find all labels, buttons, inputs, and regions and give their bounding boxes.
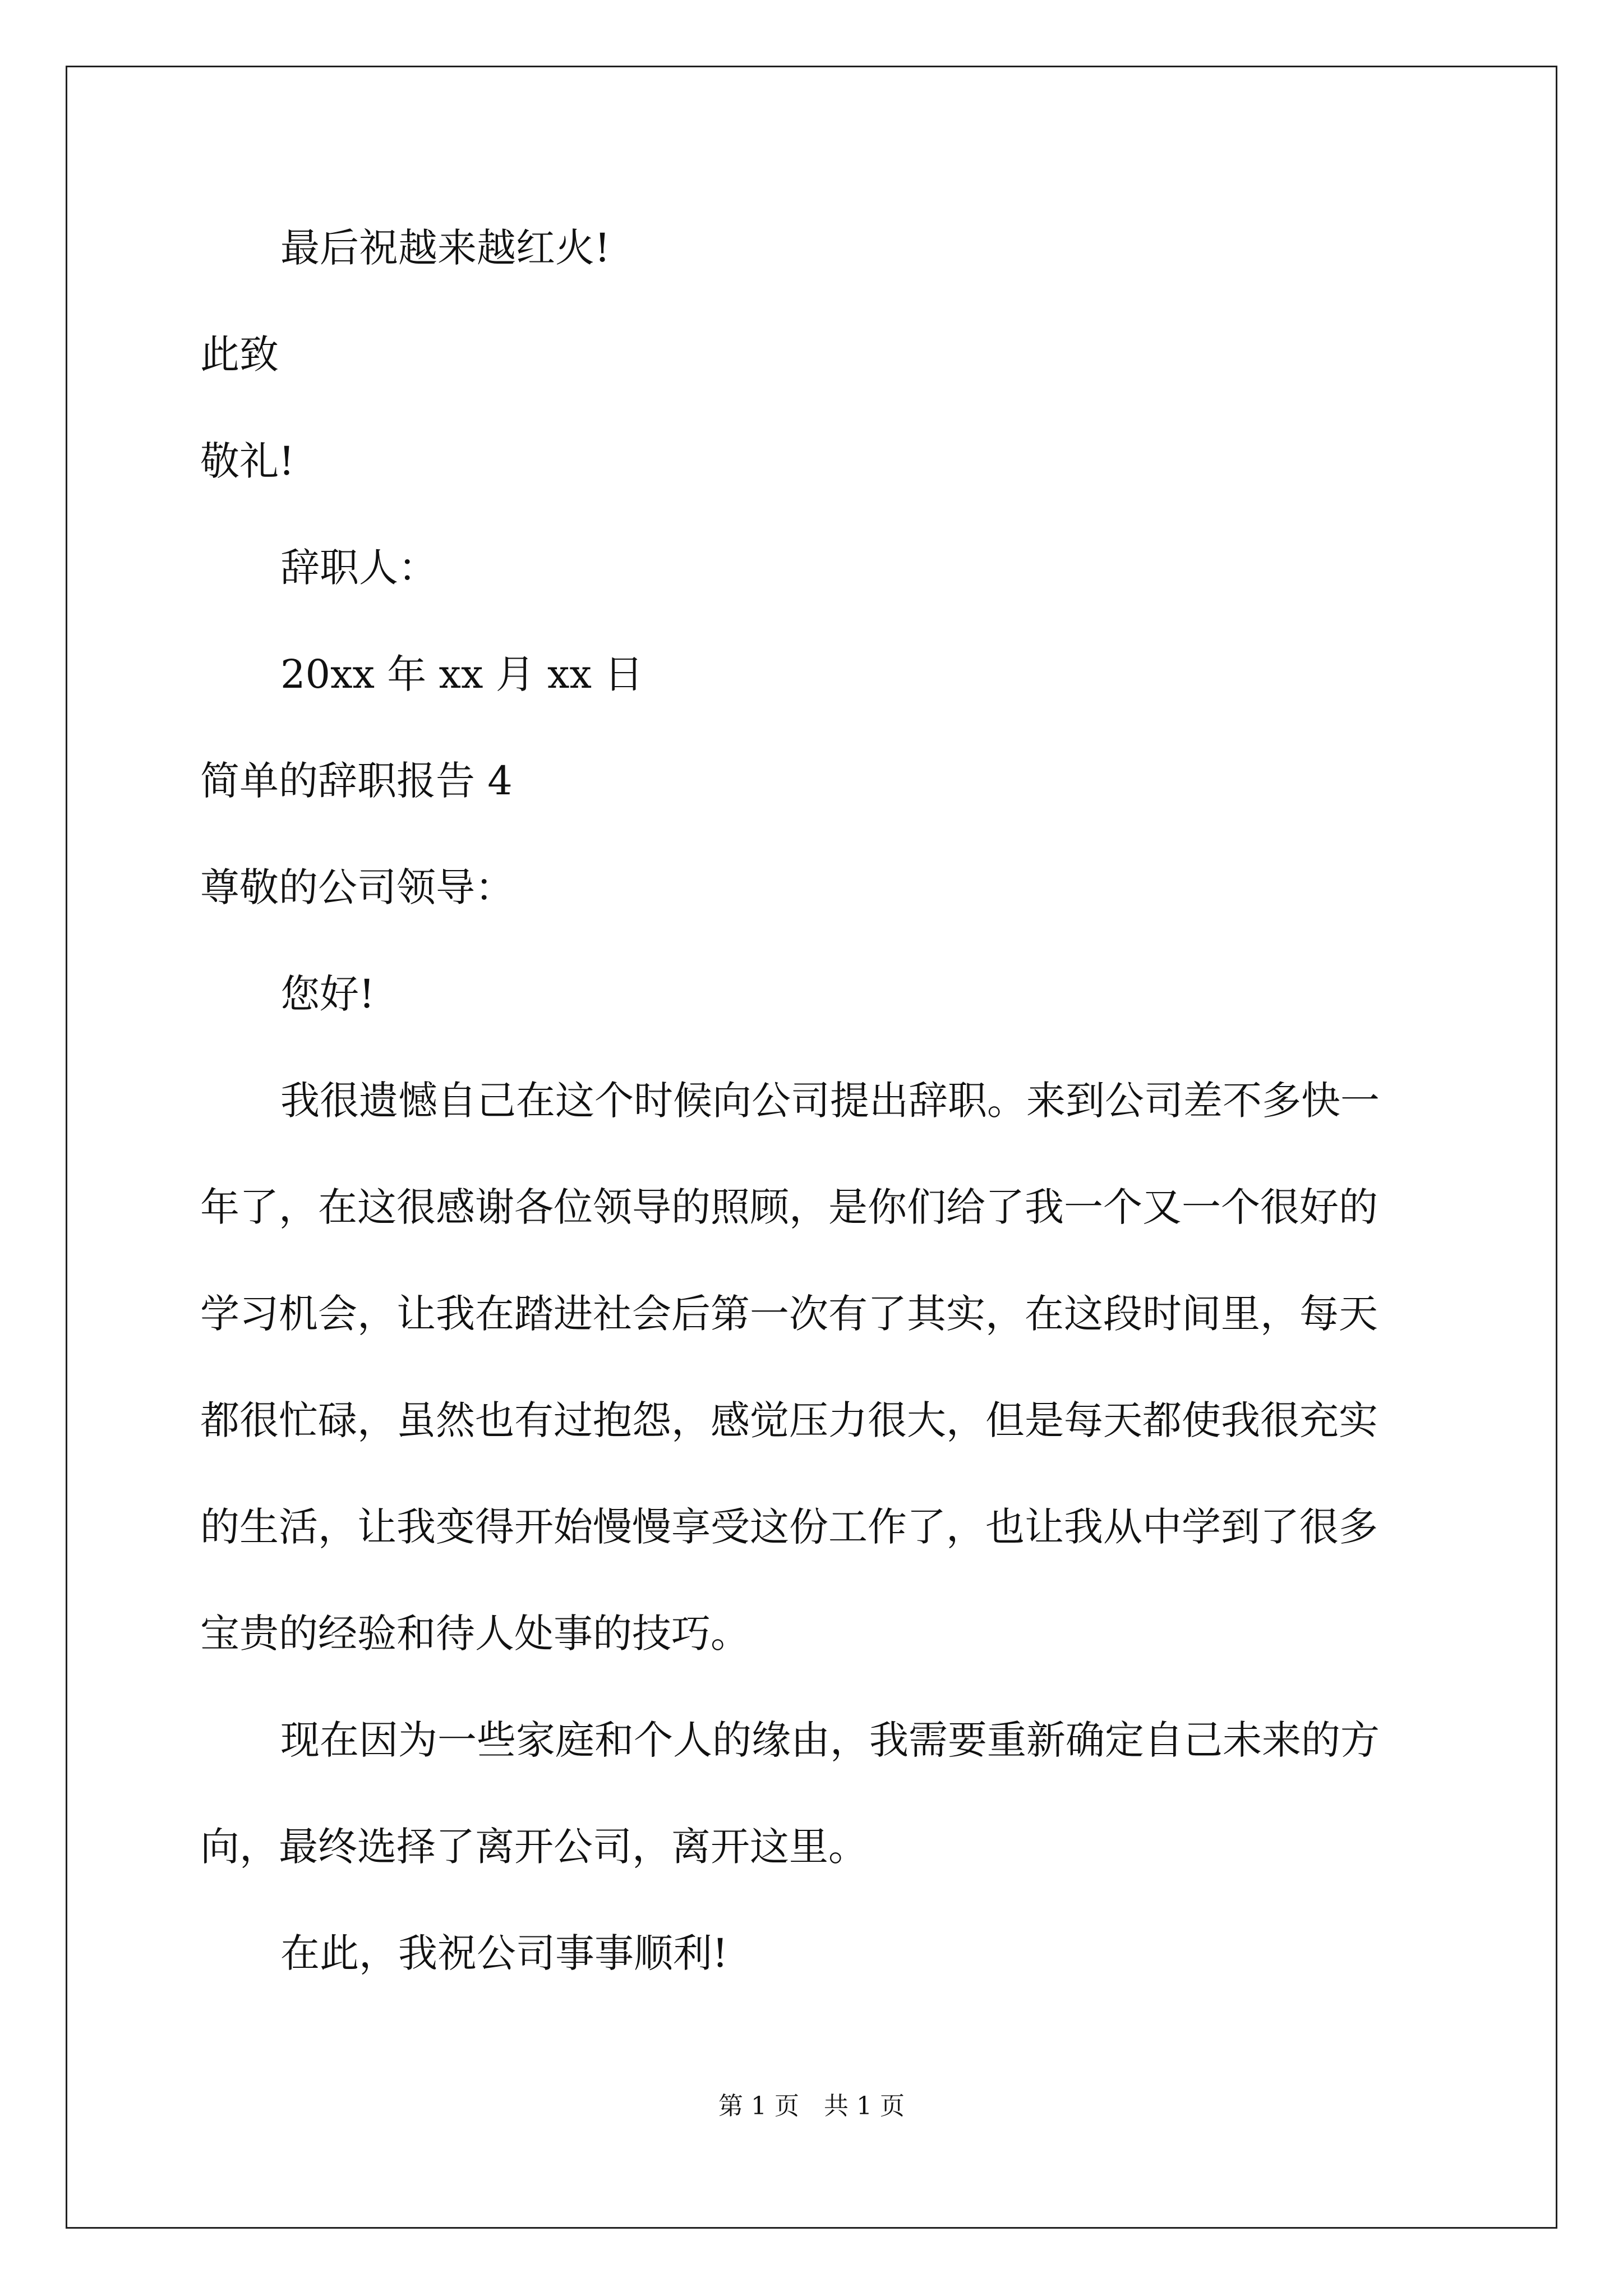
signer-label: 辞职人： — [280, 545, 437, 591]
page-footer: 第 1 页 共 1 页 — [718, 2092, 905, 2120]
date-line: 20xx 年 xx 月 xx 日 — [280, 651, 644, 697]
paragraph-2-line-2: 向，最终选择了离开公司，离开这里。 — [200, 1824, 868, 1870]
document-body — [200, 222, 1431, 1980]
greeting: 您好! — [280, 971, 375, 1017]
salutation-jingli: 敬礼! — [200, 438, 295, 484]
paragraph-1-line-4: 都很忙碌，虽然也有过抱怨，感觉压力很大，但是每天都使我很充实 — [200, 1397, 1378, 1443]
paragraph-1-line-5: 的生活，让我变得开始慢慢享受这份工作了，也让我从中学到了很多 — [200, 1504, 1378, 1550]
paragraph-1-line-6: 宝贵的经验和待人处事的技巧。 — [200, 1611, 750, 1657]
paragraph-2-line-1: 现在因为一些家庭和个人的缘由，我需要重新确定自己未来的方 — [280, 1717, 1380, 1763]
salutation-cizhi: 此致 — [200, 332, 279, 378]
paragraph-1-line-2: 年了，在这很感谢各位领导的照顾，是你们给了我一个又一个很好的 — [200, 1184, 1378, 1230]
section-title: 简单的辞职报告 4 — [200, 758, 513, 804]
paragraph-3-line-1: 在此，我祝公司事事顺利! — [280, 1930, 728, 1976]
paragraph-1-line-3: 学习机会，让我在踏进社会后第一次有了其实，在这段时间里，每天 — [200, 1291, 1378, 1337]
addressee: 尊敬的公司领导： — [200, 864, 514, 910]
paragraph-1-line-1: 我很遗憾自己在这个时候向公司提出辞职。来到公司差不多快一 — [280, 1078, 1380, 1124]
closing-wish: 最后祝越来越红火! — [280, 225, 611, 271]
